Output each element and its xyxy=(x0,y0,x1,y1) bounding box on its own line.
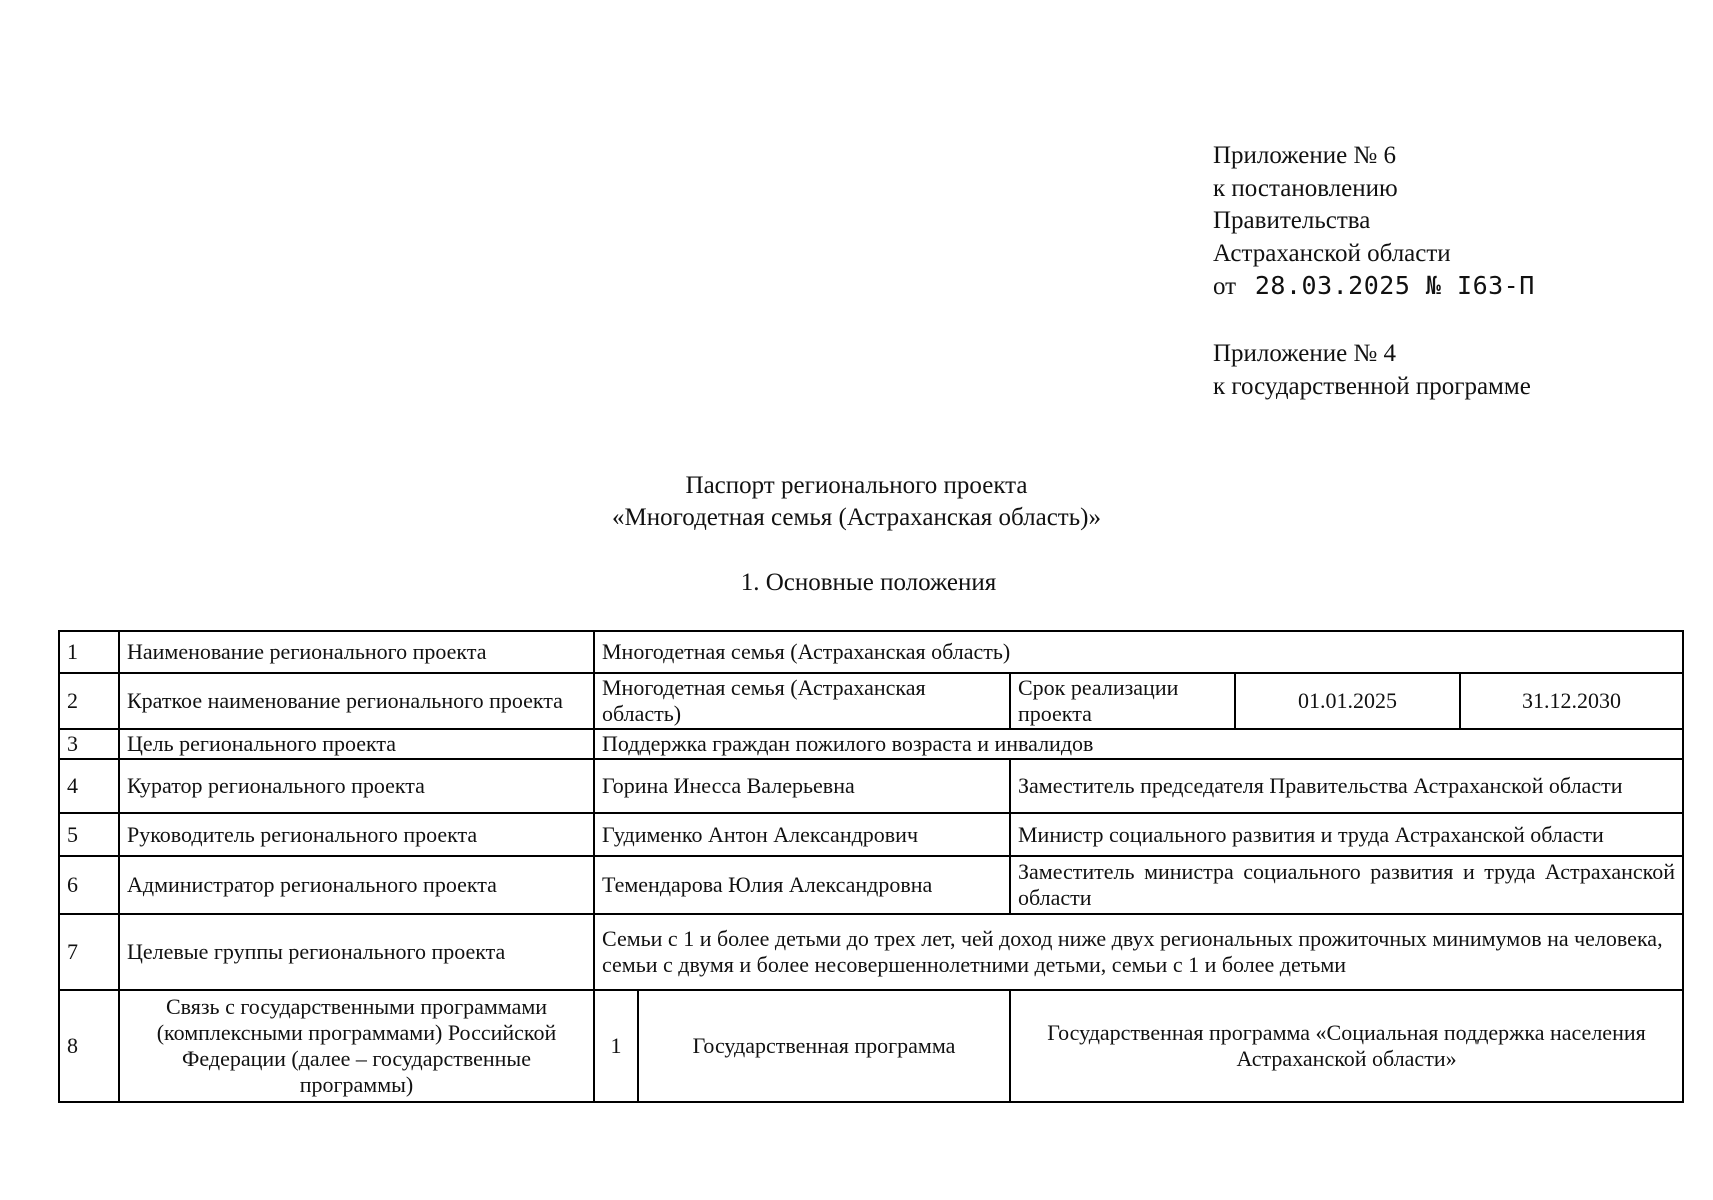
head-position: Министр социального развития и труда Астраханской области xyxy=(1010,813,1683,856)
order-date-number: 28.03.2025 № I63-П xyxy=(1254,271,1535,300)
row-label: Связь с государственными программами (комплексными программами) Российской Федерации (далее – государственные программы) xyxy=(119,990,594,1102)
appendix-6-stamp xyxy=(1213,140,1535,304)
term-start-date: 01.01.2025 xyxy=(1235,673,1460,729)
appendix-4-title: Приложение № 4 xyxy=(1213,340,1397,367)
table-row xyxy=(59,631,1683,673)
row-value: Многодетная семья (Астраханская область) xyxy=(594,673,1010,729)
table-row xyxy=(59,729,1683,759)
term-end-date: 31.12.2030 xyxy=(1460,673,1683,729)
row-label: Краткое наименование регионального проекта xyxy=(119,673,594,729)
row-label: Руководитель регионального проекта xyxy=(119,813,594,856)
row-value: Многодетная семья (Астраханская область) xyxy=(594,631,1683,673)
row-number: 5 xyxy=(59,813,119,856)
row-label: Администратор регионального проекта xyxy=(119,856,594,914)
curator-position: Заместитель председателя Правительства Астраханской области xyxy=(1010,759,1683,813)
administrator-position: Заместитель министра социального развития и труда Астраханской области xyxy=(1010,856,1683,914)
table-row xyxy=(59,856,1683,914)
target-groups-value: Семьи с 1 и более детьми до трех лет, чей доход ниже двух региональных прожиточных минимумов на человека, семьи с двумя и более несовершеннолетними детьми, семьи с 1 и более детьми xyxy=(594,914,1683,990)
table-row xyxy=(59,914,1683,990)
table-row xyxy=(59,990,1683,1102)
row-number: 6 xyxy=(59,856,119,914)
head-name: Гудименко Антон Александрович xyxy=(594,813,1010,856)
row-value: Поддержка граждан пожилого возраста и инвалидов xyxy=(594,729,1683,759)
section-heading: 1. Основные положения xyxy=(740,569,997,596)
appendix-4-line-2: к государственной программе xyxy=(1213,372,1531,400)
term-label: Срок реализации проекта xyxy=(1010,673,1235,729)
appendix-6-date-line xyxy=(1213,270,1535,304)
appendix-6-line-4: Астраханской области xyxy=(1213,239,1451,267)
appendix-6-line-3: Правительства xyxy=(1213,207,1371,234)
row-number: 7 xyxy=(59,914,119,990)
program-sub-number: 1 xyxy=(594,990,638,1102)
curator-name: Горина Инесса Валерьевна xyxy=(594,759,1010,813)
document-title-line-1: Паспорт регионального проекта xyxy=(685,472,1028,499)
program-type: Государственная программа xyxy=(638,990,1010,1102)
row-number: 3 xyxy=(59,729,119,759)
row-number: 4 xyxy=(59,759,119,813)
table-row xyxy=(59,673,1683,729)
document-title-line-2: «Многодетная семья (Астраханская область)» xyxy=(612,504,1101,531)
table-row xyxy=(59,759,1683,813)
appendix-6-title: Приложение № 6 xyxy=(1213,142,1397,169)
row-label: Цель регионального проекта xyxy=(119,729,594,759)
appendix-6-line-2: к постановлению xyxy=(1213,174,1398,202)
document-title xyxy=(0,470,1713,534)
program-name: Государственная программа «Социальная поддержка населения Астраханской области» xyxy=(1010,990,1683,1102)
main-provisions-table xyxy=(58,630,1684,1103)
date-prefix: от xyxy=(1213,273,1237,300)
row-number: 1 xyxy=(59,631,119,673)
administrator-name: Темендарова Юлия Александровна xyxy=(594,856,1010,914)
table-row xyxy=(59,813,1683,856)
row-label: Целевые группы регионального проекта xyxy=(119,914,594,990)
row-number: 2 xyxy=(59,673,119,729)
appendix-4-stamp xyxy=(1213,338,1531,403)
row-label: Наименование регионального проекта xyxy=(119,631,594,673)
row-label: Куратор регионального проекта xyxy=(119,759,594,813)
row-number: 8 xyxy=(59,990,119,1102)
